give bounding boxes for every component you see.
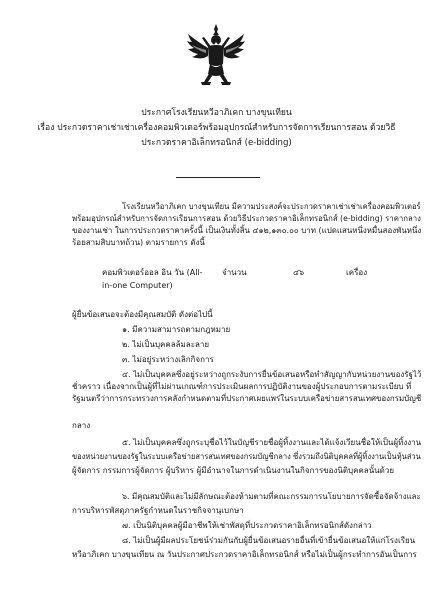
item-name: คอมพิวเตอร์ออล อิน วัน (All- (102, 268, 203, 277)
document-title: ประกาศโรงเรียนหวีอาภิเคก บางขุนเทียน (141, 108, 292, 118)
qualification-2: ๒. ไม่เป็นบุคคลล้มละลาย (122, 340, 210, 349)
qualification-3: ๓. ไม่อยู่ระหว่างเลิกกิจการ (122, 355, 214, 364)
item-quantity-label: จำนวน (222, 268, 247, 277)
qualification-8-line-1: ๘. ไม่เป็นผู้มีผลประโยชน์ร่วมกันกับผู้ยื่นข้อเสนอรายอื่นที่เข้ายื่นข้อเสนอให้แก่โรงเรียน (122, 536, 416, 545)
qualification-4-line-3: รัฐมนตรีว่าการกระทรวงการคลังกำหนดตามที่ประกาศเผยแพร่ในระบบเครือข่ายสารสนเทศของกรมบัญชี (72, 394, 422, 403)
qualifications-heading: ผู้ยื่นข้อเสนอจะต้องมีคุณสมบัติ ดังต่อไปนี้ (72, 310, 213, 319)
item-quantity: ๔๖ (293, 268, 305, 277)
qualification-4-line-1: ๔. ไม่เป็นบุคคลซึ่งอยู่ระหว่างถูกระงับการยื่นข้อเสนอหรือทำสัญญากับหน่วยงานของรัฐไว้ (122, 370, 422, 379)
qualification-8-line-2: หวีอาภิเคก บางขุนเทียน ณ วันประกาศประกวดราคาอิเล็กทรอนิกส์ หรือไม่เป็นผู้กระทำการอันเป็นการ (72, 550, 417, 559)
document-subject-continued: ประกวดราคาอิเล็กทรอนิกส์ (e-bidding) (141, 138, 292, 148)
document-subject: เรื่อง ประกวดราคาเช่าเช่าเครื่องคอมพิวเตอร์พร้อมอุปกรณ์สำหรับการจัดการเรียนการสอน ด้วยวิธี (37, 123, 396, 133)
intro-line-2: พร้อมอุปกรณ์สำหรับการจัดการเรียนการสอน ด้วยวิธีประกวดราคาอิเล็กทรอนิกส์ (e-bidding) ราคากลาง (72, 214, 421, 223)
item-unit: เครื่อง (346, 268, 368, 277)
qualification-6-line-2: การบริหารพัสดุภาครัฐกำหนดในราชกิจจานุเบกษา (72, 506, 244, 515)
qualification-7: ๗. เป็นนิติบุคคลผู้มีอาชีพให้เช่าพัสดุที่ประกวดราคาอิเล็กทรอนิกส์ดังกล่าว (122, 521, 372, 530)
garuda-emblem-icon (186, 24, 246, 88)
qualification-5-line-1: ๕. ไม่เป็นบุคคลซึ่งถูกระบุชื่อไว้ในบัญชีรายชื่อผู้ทิ้งงานและได้แจ้งเวียนชื่อให้เป็นผู้ทิ้งงาน (122, 438, 422, 447)
qualification-5-line-3: ผู้จัดการ กรรมการผู้จัดการ ผู้บริหาร ผู้มีอำนาจในการดำเนินงานในกิจการของนิติบุคคลนั้นด้วย (72, 466, 395, 475)
qualification-4-line-4: กลาง (72, 421, 91, 430)
intro-line-3: ของงานเช่า ในการประกวดราคาครั้งนี้ เป็นเงินทั้งสิ้น ๔๑๒,๑๓๐.๐๐ บาท (แปดแสนหนึ่งหมื่นสองพันหนึ่ง (72, 226, 422, 235)
intro-line-1: โรงเรียนหวีอาภิเคก บางขุนเทียน มีความประสงค์จะประกวดราคาเช่าเช่าเครื่องคอมพิวเตอร์ (122, 202, 421, 211)
item-name-continued: in-one Computer) (102, 281, 173, 290)
qualification-6-line-1: ๖. มีคุณสมบัติและไม่มีลักษณะต้องห้ามตามที่คณะกรรมการนโยบายการจัดซื้อจัดจ้างและ (122, 492, 421, 501)
qualification-5-line-2: ของหน่วยงานของรัฐในระบบเครือข่ายสารสนเทศของกรมบัญชีกลาง ซึ่งรวมถึงนิติบุคคลที่ผู้ทิ้งงานเป็นหุ้นส่วน (72, 452, 421, 461)
qualification-4-line-2: ชั่วคราว เนื่องจากเป็นผู้ที่ไม่ผ่านเกณฑ์การประเมินผลการปฏิบัติงานของผู้ประกอบการตามระเบียบ ที่ (72, 382, 412, 391)
intro-line-4: ร้อยสามสิบบาทถ้วน) ตามรายการ ดังนี้ (72, 238, 205, 247)
document-header (0, 107, 433, 149)
qualification-1: ๑. มีความสามารถตามกฎหมาย (122, 325, 231, 334)
header-divider (176, 177, 260, 178)
